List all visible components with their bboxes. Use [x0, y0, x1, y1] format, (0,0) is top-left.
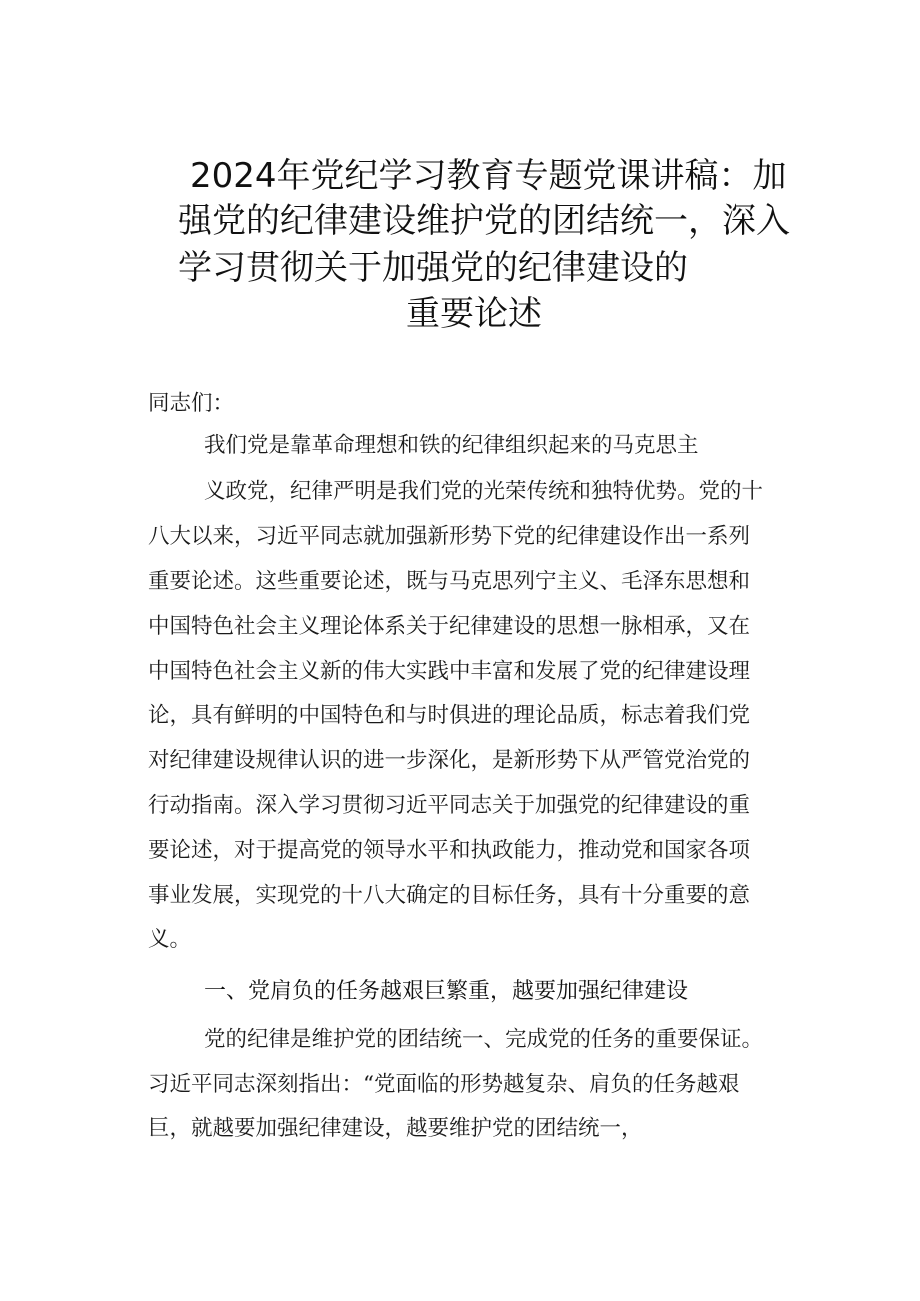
intro-line-4: 重要论述。这些重要论述，既与马克思列宁主义、毛泽东思想和 — [148, 569, 751, 594]
section-heading-1: 一、党肩负的任务越艰巨繁重，越要加强纪律建设 — [204, 979, 689, 1004]
intro-line-11: 事业发展，实现党的十八大确定的目标任务，具有十分重要的意 — [148, 883, 751, 908]
section1-line-2: 习近平同志深刻指出：“党面临的形势越复杂、肩负的任务越艰 — [148, 1072, 740, 1097]
title-line-2: 强党的纪律建设维护党的团结统一，深入 — [178, 201, 790, 241]
intro-line-5: 中国特色社会主义理论体系关于纪律建设的思想一脉相承，又在 — [148, 614, 751, 639]
title-line-4: 重要论述 — [406, 294, 542, 334]
intro-line-1: 我们党是靠革命理想和铁的纪律组织起来的马克思主 — [204, 433, 699, 458]
intro-line-7: 论，具有鲜明的中国特色和与时俱进的理论品质，标志着我们党 — [148, 703, 751, 728]
intro-line-8: 对纪律建设规律认识的进一步深化，是新形势下从严管党治党的 — [148, 748, 751, 773]
intro-line-12: 义。 — [148, 927, 192, 952]
title-line-1: 2024年党纪学习教育专题党课讲稿：加 — [190, 156, 787, 196]
intro-line-6: 中国特色社会主义新的伟大实践中丰富和发展了党的纪律建设理 — [148, 659, 751, 684]
title-line-3: 学习贯彻关于加强党的纪律建设的 — [178, 248, 688, 288]
intro-line-9: 行动指南。深入学习贯彻习近平同志关于加强党的纪律建设的重 — [148, 793, 751, 818]
intro-line-2: 义政党，纪律严明是我们党的光荣传统和独特优势。党的十 — [204, 479, 764, 504]
section1-line-1: 党的纪律是维护党的团结统一、完成党的任务的重要保证。 — [204, 1027, 764, 1052]
section1-line-3: 巨，就越要加强纪律建设，越要维护党的团结统一， — [148, 1116, 643, 1141]
intro-line-10: 要论述，对于提高党的领导水平和执政能力，推动党和国家各项 — [148, 838, 751, 863]
salutation: 同志们： — [148, 391, 235, 416]
intro-line-3: 八大以来，习近平同志就加强新形势下党的纪律建设作出一系列 — [148, 524, 751, 549]
